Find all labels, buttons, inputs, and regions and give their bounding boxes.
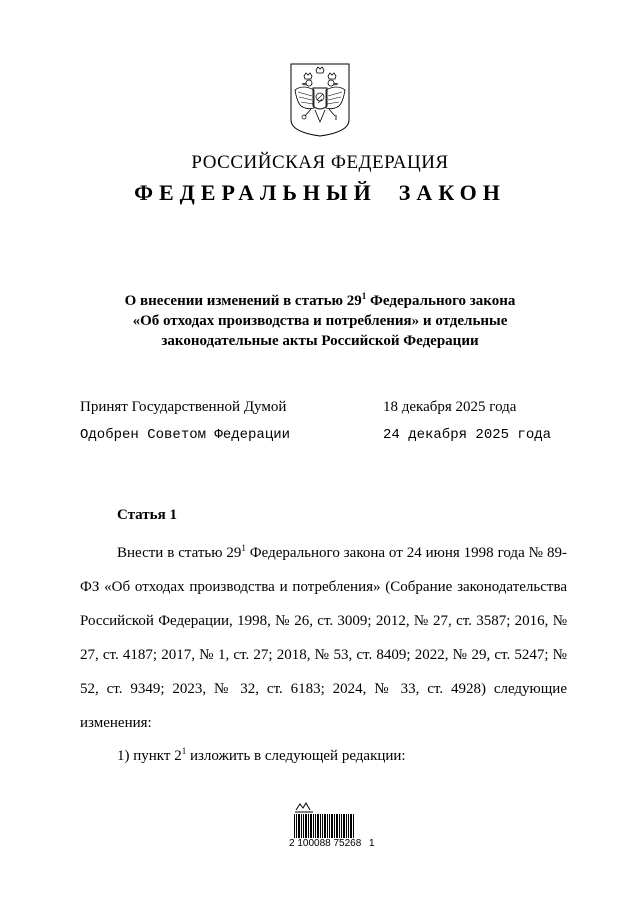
country-name: РОССИЙСКАЯ ФЕДЕРАЦИЯ	[191, 152, 449, 173]
barcode-number: 2 100088 75268	[289, 838, 362, 849]
barcode-icon	[294, 814, 354, 838]
duma-adoption-label: Принят Государственной Думой	[80, 399, 287, 415]
article-item-1: 1) пункт $2^1$ изложить в следующей редакции:	[117, 746, 406, 764]
article-paragraph: Внести в статью $29^1$ Федерального закона от 24 июня 1998 года № 89-ФЗ «Об отходах производства и потребления» (Собрание законодательства Российской Федерации, 1998, № 26, ст. 3009; 2012, № 27, ст. 3587; 2016, № 27, ст. 4187; 2017, № 1, ст. 27; 2018, № 53, ст. 8409; 2022, № 29, ст. 5247; № 52, ст. 9349; 2023, № 32, ст. 6183; 2024, № 33, ст. 4928) следующие изменения:	[80, 543, 568, 731]
document-type	[0, 180, 640, 206]
law-title	[60, 291, 580, 351]
article-heading: Статья 1	[117, 507, 177, 523]
title-line-1: О внесении изменений в статью $29^1$ Федерального закона	[124, 291, 516, 309]
barcode-side-digit: 1	[369, 838, 375, 849]
document-type-word1: ФЕДЕРАЛЬНЫЙ	[134, 180, 377, 205]
document-type-word2: ЗАКОН	[398, 180, 506, 205]
council-approval-date: 24 декабря 2025 года	[383, 427, 552, 443]
title-line-3: законодательные акты Российской Федерации	[161, 333, 479, 349]
coat-of-arms-emblem	[289, 62, 351, 138]
duma-adoption-date: 18 декабря 2025 года	[383, 399, 517, 415]
barcode-logo-icon	[294, 800, 314, 814]
title-line-2: «Об отходах производства и потребления» и отдельные	[132, 313, 508, 329]
council-approval-label: Одобрен Советом Федерации	[80, 427, 291, 443]
